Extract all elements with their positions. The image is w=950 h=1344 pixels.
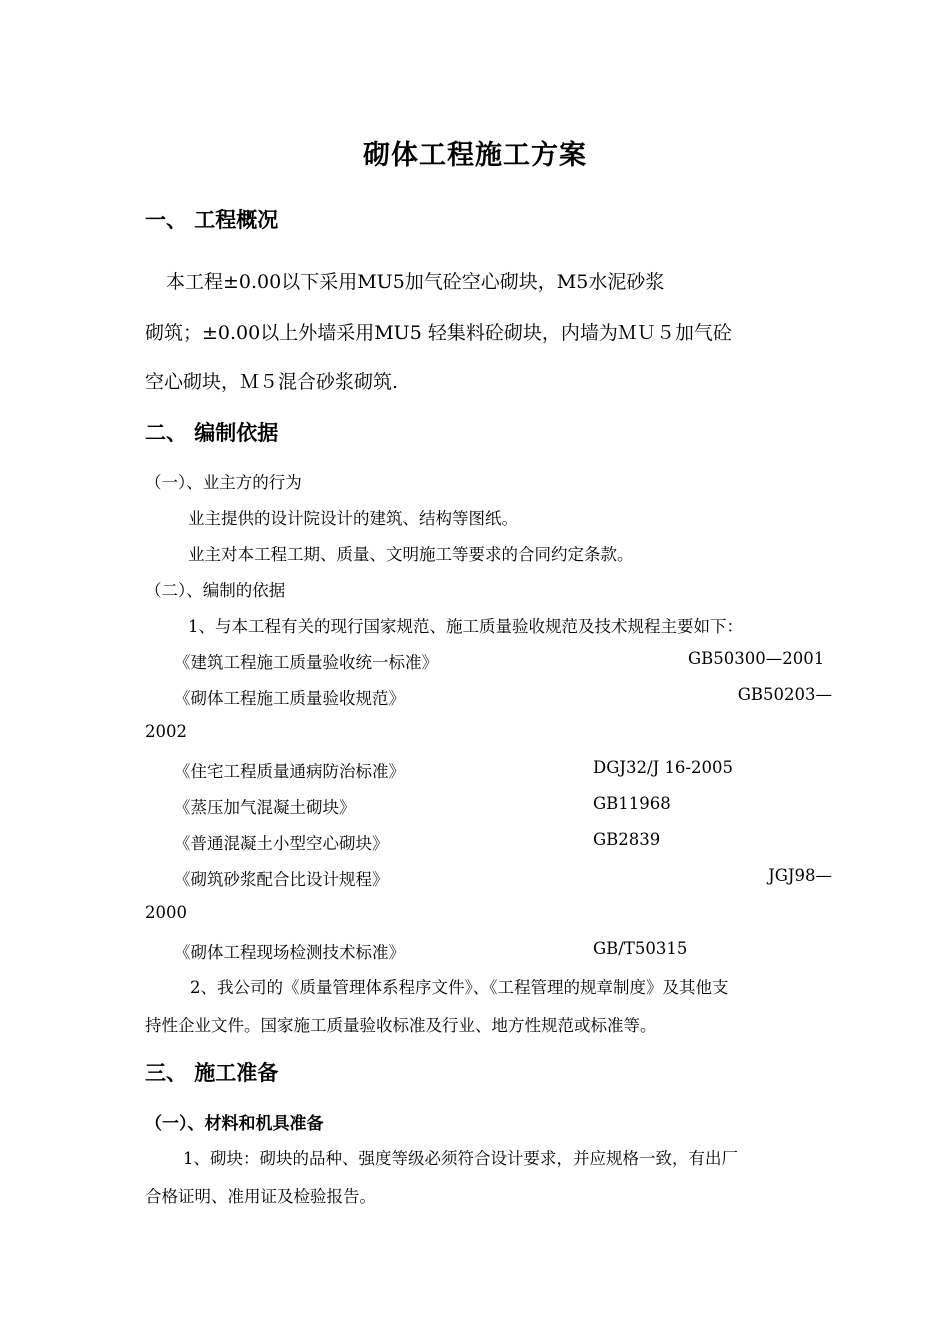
overview-line-3: 空心砌块，Ｍ５混合砂浆砌筑.: [145, 371, 399, 393]
standard-name: 《砌体工程施工质量验收规范》: [174, 689, 405, 708]
section-heading-basis: 二、 编制依据: [145, 420, 279, 445]
owner-line-1: 业主提供的设计院设计的建筑、结构等图纸。: [188, 509, 518, 528]
standard-code: GB/T50315: [593, 939, 688, 958]
subheading-materials: （一）、材料和机具准备: [145, 1114, 324, 1134]
standard-code: GB50203—: [737, 685, 832, 704]
standard-name: 《砌体工程现场检测技术标准》: [174, 943, 405, 962]
standard-code-wrap: 2002: [145, 722, 187, 741]
materials-line-1: 1、砌块：砌块的品种、强度等级必须符合设计要求，并应规格一致，有出厂: [183, 1149, 738, 1168]
standard-name: 《普通混凝土小型空心砌块》: [174, 834, 389, 853]
standard-code: GB50300—2001: [688, 649, 825, 668]
overview-line-1: 本工程±0.00以下采用MU5加气砼空心砌块，M5水泥砂浆: [166, 271, 665, 293]
materials-line-2: 合格证明、准用证及检验报告。: [145, 1187, 376, 1206]
standard-code: JGJ98—: [768, 866, 832, 885]
standard-name: 《蒸压加气混凝土砌块》: [174, 798, 356, 817]
standard-code-wrap: 2000: [145, 903, 187, 922]
overview-line-2: 砌筑；±0.00以上外墙采用MU5 轻集料砼砌块，内墙为ＭＵ５加气砼: [145, 322, 732, 344]
owner-line-2: 业主对本工程工期、质量、文明施工等要求的合同约定条款。: [188, 545, 634, 564]
standard-name: 《建筑工程施工质量验收统一标准》: [174, 653, 438, 672]
standard-name: 《住宅工程质量通病防治标准》: [174, 762, 405, 781]
standard-name: 《砌筑砂浆配合比设计规程》: [174, 870, 389, 889]
standards-intro: 1、与本工程有关的现行国家规范、施工质量验收规范及技术规程主要如下：: [188, 617, 743, 636]
document-title: 砌体工程施工方案: [363, 140, 587, 171]
standard-code: DGJ32/J 16-2005: [593, 758, 734, 777]
standard-code: GB11968: [593, 794, 671, 813]
subheading-owner-behavior: （一）、业主方的行为: [145, 473, 302, 492]
company-docs-line-1: 2、我公司的《质量管理体系程序文件》、《工程管理的规章制度》及其他支: [190, 978, 729, 997]
company-docs-line-2: 持性企业文件。国家施工质量验收标准及行业、地方性规范或标准等。: [145, 1016, 657, 1035]
standard-code: GB2839: [593, 830, 661, 849]
section-heading-preparation: 三、 施工准备: [145, 1060, 279, 1085]
subheading-compile-basis: （二）、编制的依据: [145, 581, 286, 600]
section-heading-overview: 一、 工程概况: [145, 207, 279, 232]
